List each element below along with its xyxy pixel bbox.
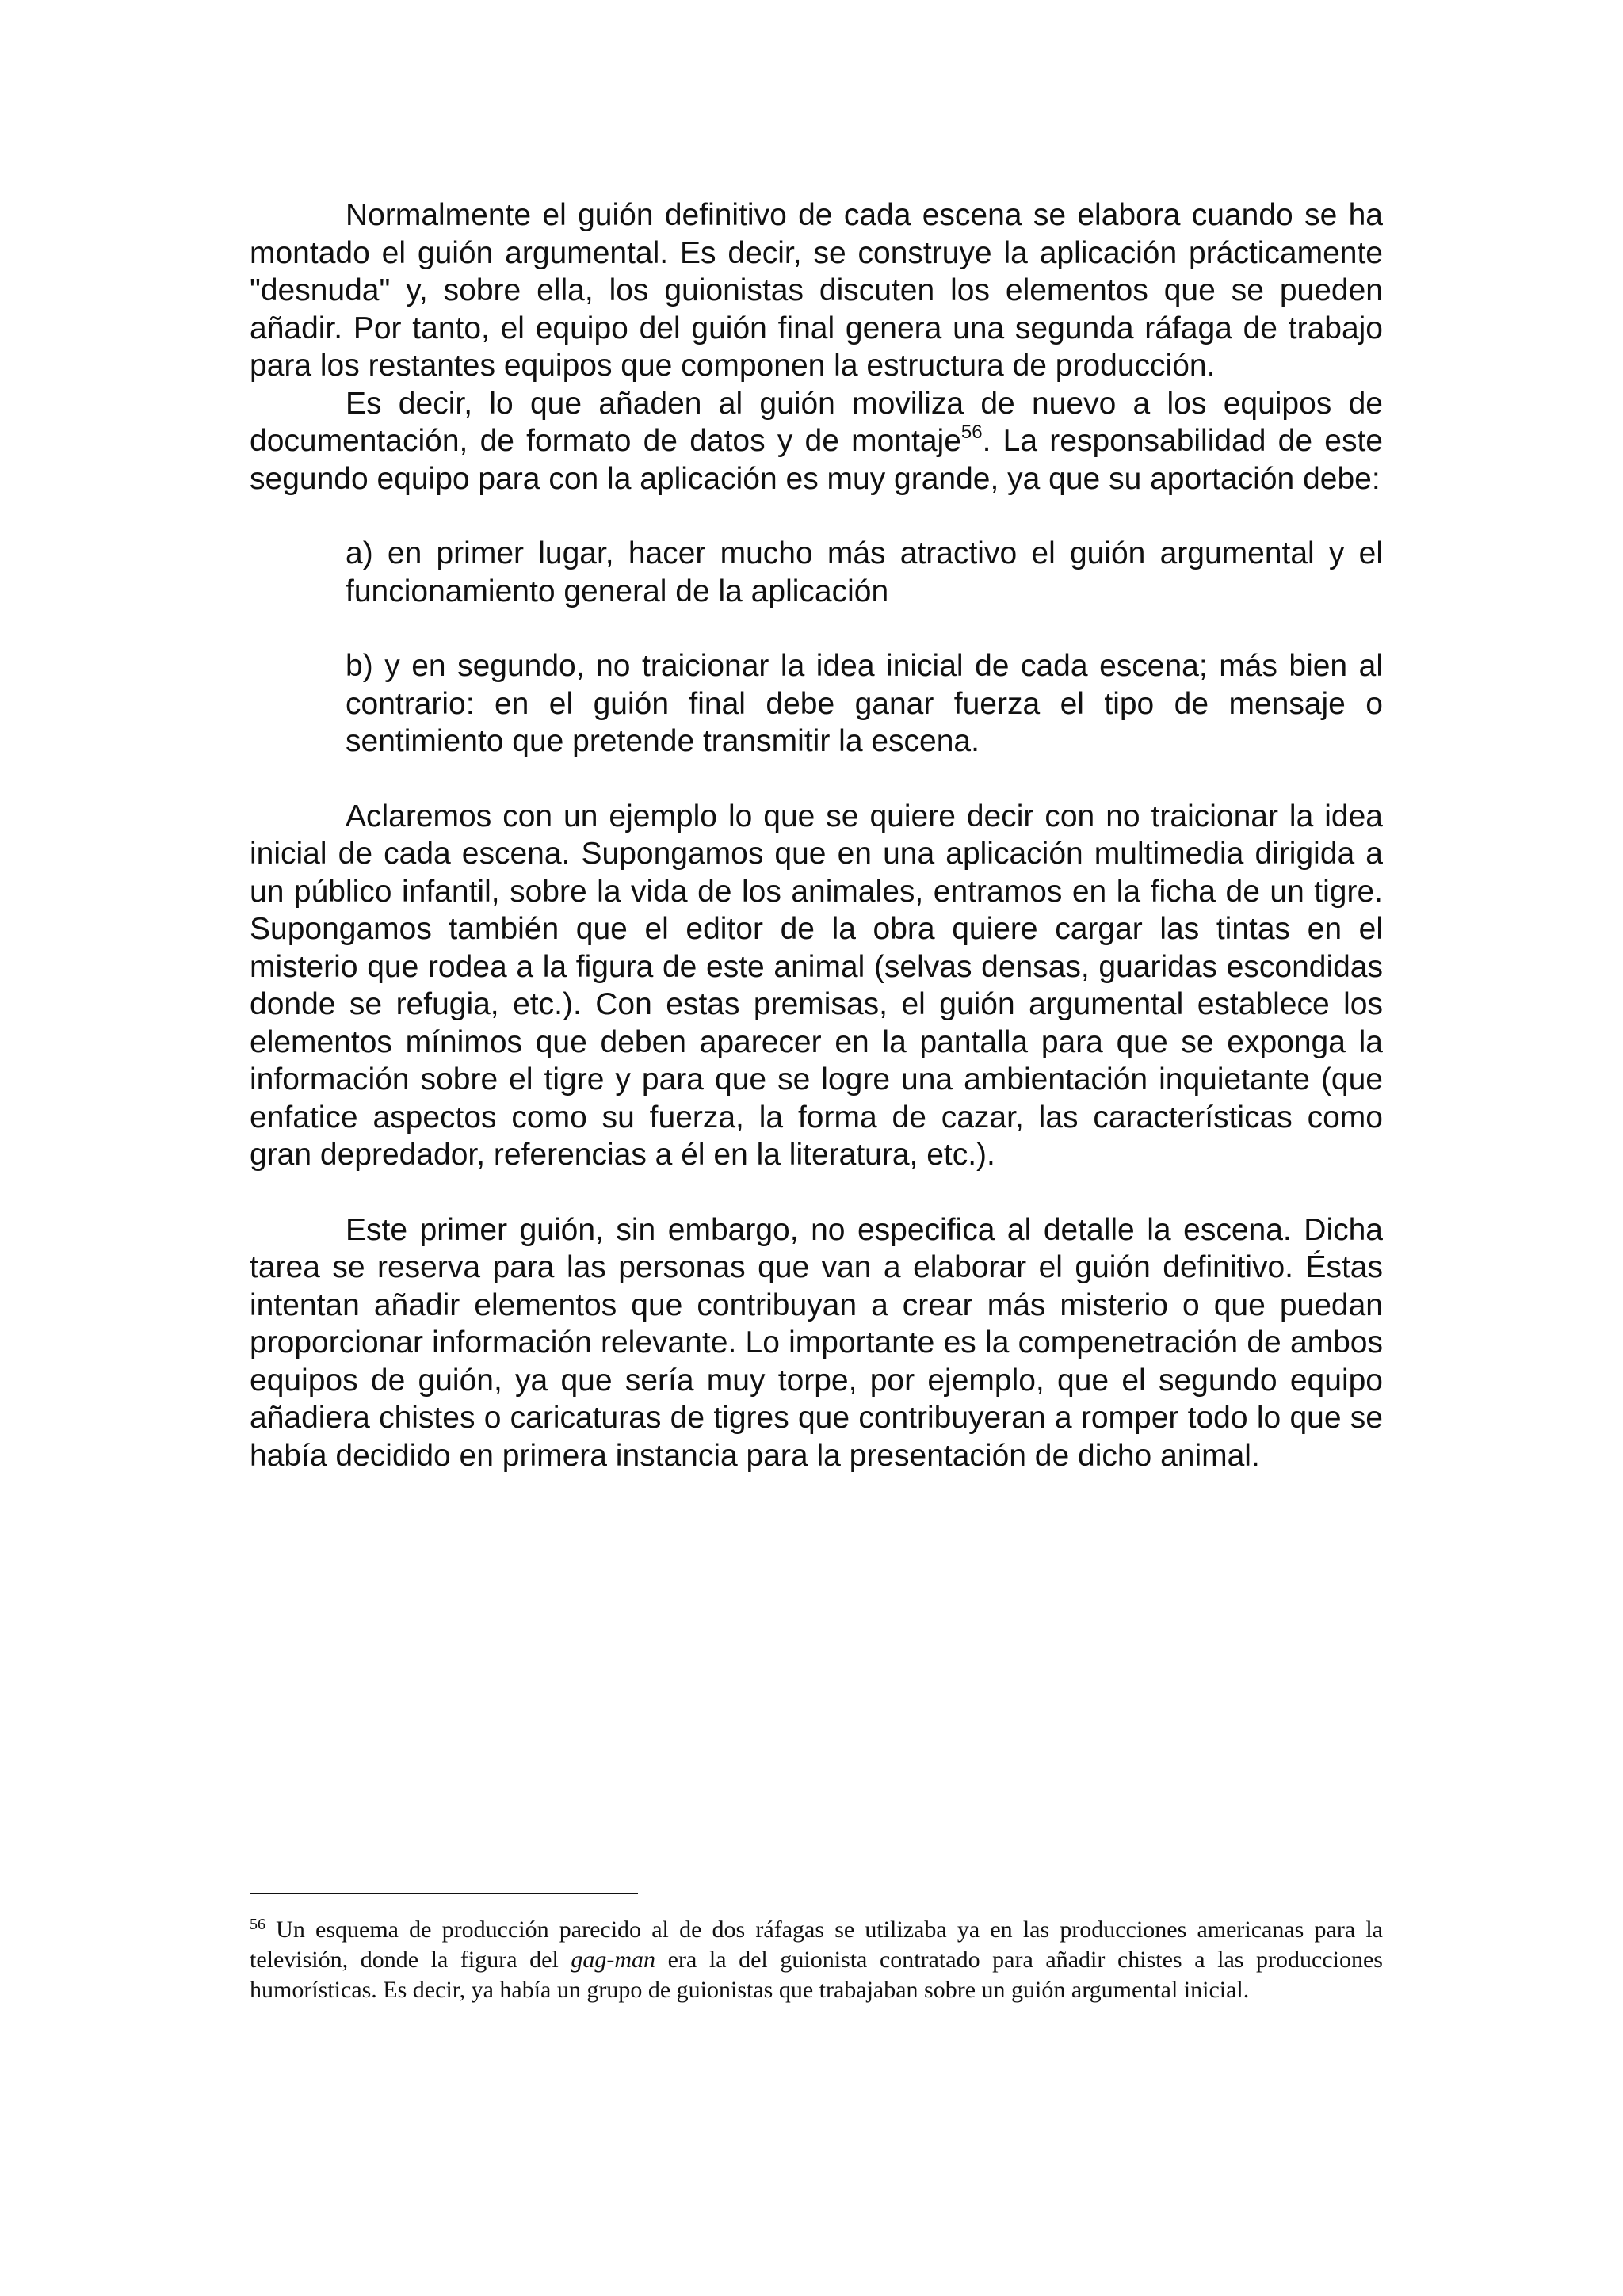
paragraph-2-text-end: . La responsabilidad de este segundo equipo para con la aplicación es muy grande, ya que su aportación debe:	[250, 424, 1383, 496]
contribution-list	[250, 535, 1383, 761]
footnote-separator	[250, 1893, 638, 1894]
paragraph-3: Aclaremos con un ejemplo lo que se quiere decir con no traicionar la idea inicial de cada escena. Supongamos que en una aplicación multimedia dirigida a un público infantil, sobre la vida de los animales, entramos en la ficha de un tigre. Supongamos también que el editor de la obra quiere cargar las tintas en el misterio que rodea a la figura de este animal (selvas densas, guaridas escondidas donde se refugia, etc.). Con estas premisas, el guión argumental establece los elementos mínimos que deben aparecer en la pantalla para que se exponga la información sobre el tigre y para que se logre una ambientación inquietante (que enfatice aspectos como su fuerza, la forma de cazar, las características como gran depredador, referencias a él en la literatura, etc.).	[250, 799, 1383, 1172]
footnote-italic-term: gag-man	[571, 1947, 656, 1973]
footnote-reference[interactable]: 56	[960, 421, 983, 443]
list-item-b: b) y en segundo, no traicionar la idea inicial de cada escena; más bien al contrario: en el guión final debe ganar fuerza el tipo de mensaje o sentimiento que pretende transmitir la escena.	[346, 649, 1383, 758]
paragraph-1: Normalmente el guión definitivo de cada escena se elabora cuando se ha montado el guión argumental. Es decir, se construye la aplicación prácticamente "desnuda" y, sobre ella, los guionistas discuten los elementos que se pueden añadir. Por tanto, el equipo del guión final genera una segunda ráfaga de trabajo para los restantes equipos que componen la estructura de producción.	[250, 198, 1383, 383]
footnote	[250, 1915, 1383, 2005]
paragraph-2-text-start: Es decir, lo que añaden al guión moviliza de nuevo a los equipos de documentación, de formato de datos y de montaje	[250, 386, 1383, 458]
paragraph-2	[250, 385, 1383, 498]
paragraph-4: Este primer guión, sin embargo, no especifica al detalle la escena. Dicha tarea se reserva para las personas que van a elaborar el guión definitivo. Éstas intentan añadir elementos que contribuyan a crear más misterio o que puedan proporcionar información relevante. Lo importante es la compenetración de ambos equipos de guión, ya que sería muy torpe, por ejemplo, que el segundo equipo añadiera chistes o caricaturas de tigres que contribuyeran a romper todo lo que se había decidido en primera instancia para la presentación de dicho animal.	[250, 1212, 1383, 1473]
body-text	[250, 196, 1383, 1474]
footnote-text-start: Un esquema de producción parecido al de dos ráfagas se utilizaba ya en las producciones americanas para la televisión, donde la figura del	[250, 1917, 1383, 1973]
footnote-number: 56	[250, 1916, 265, 1933]
list-item-a: a) en primer lugar, hacer mucho más atractivo el guión argumental y el funcionamiento general de la aplicación	[346, 536, 1383, 608]
footnote-text-end: era la del guionista contratado para añadir chistes a las producciones humorísticas. Es decir, ya había un grupo de guionistas que trabajaban sobre un guión argumental inicial.	[250, 1947, 1383, 2003]
